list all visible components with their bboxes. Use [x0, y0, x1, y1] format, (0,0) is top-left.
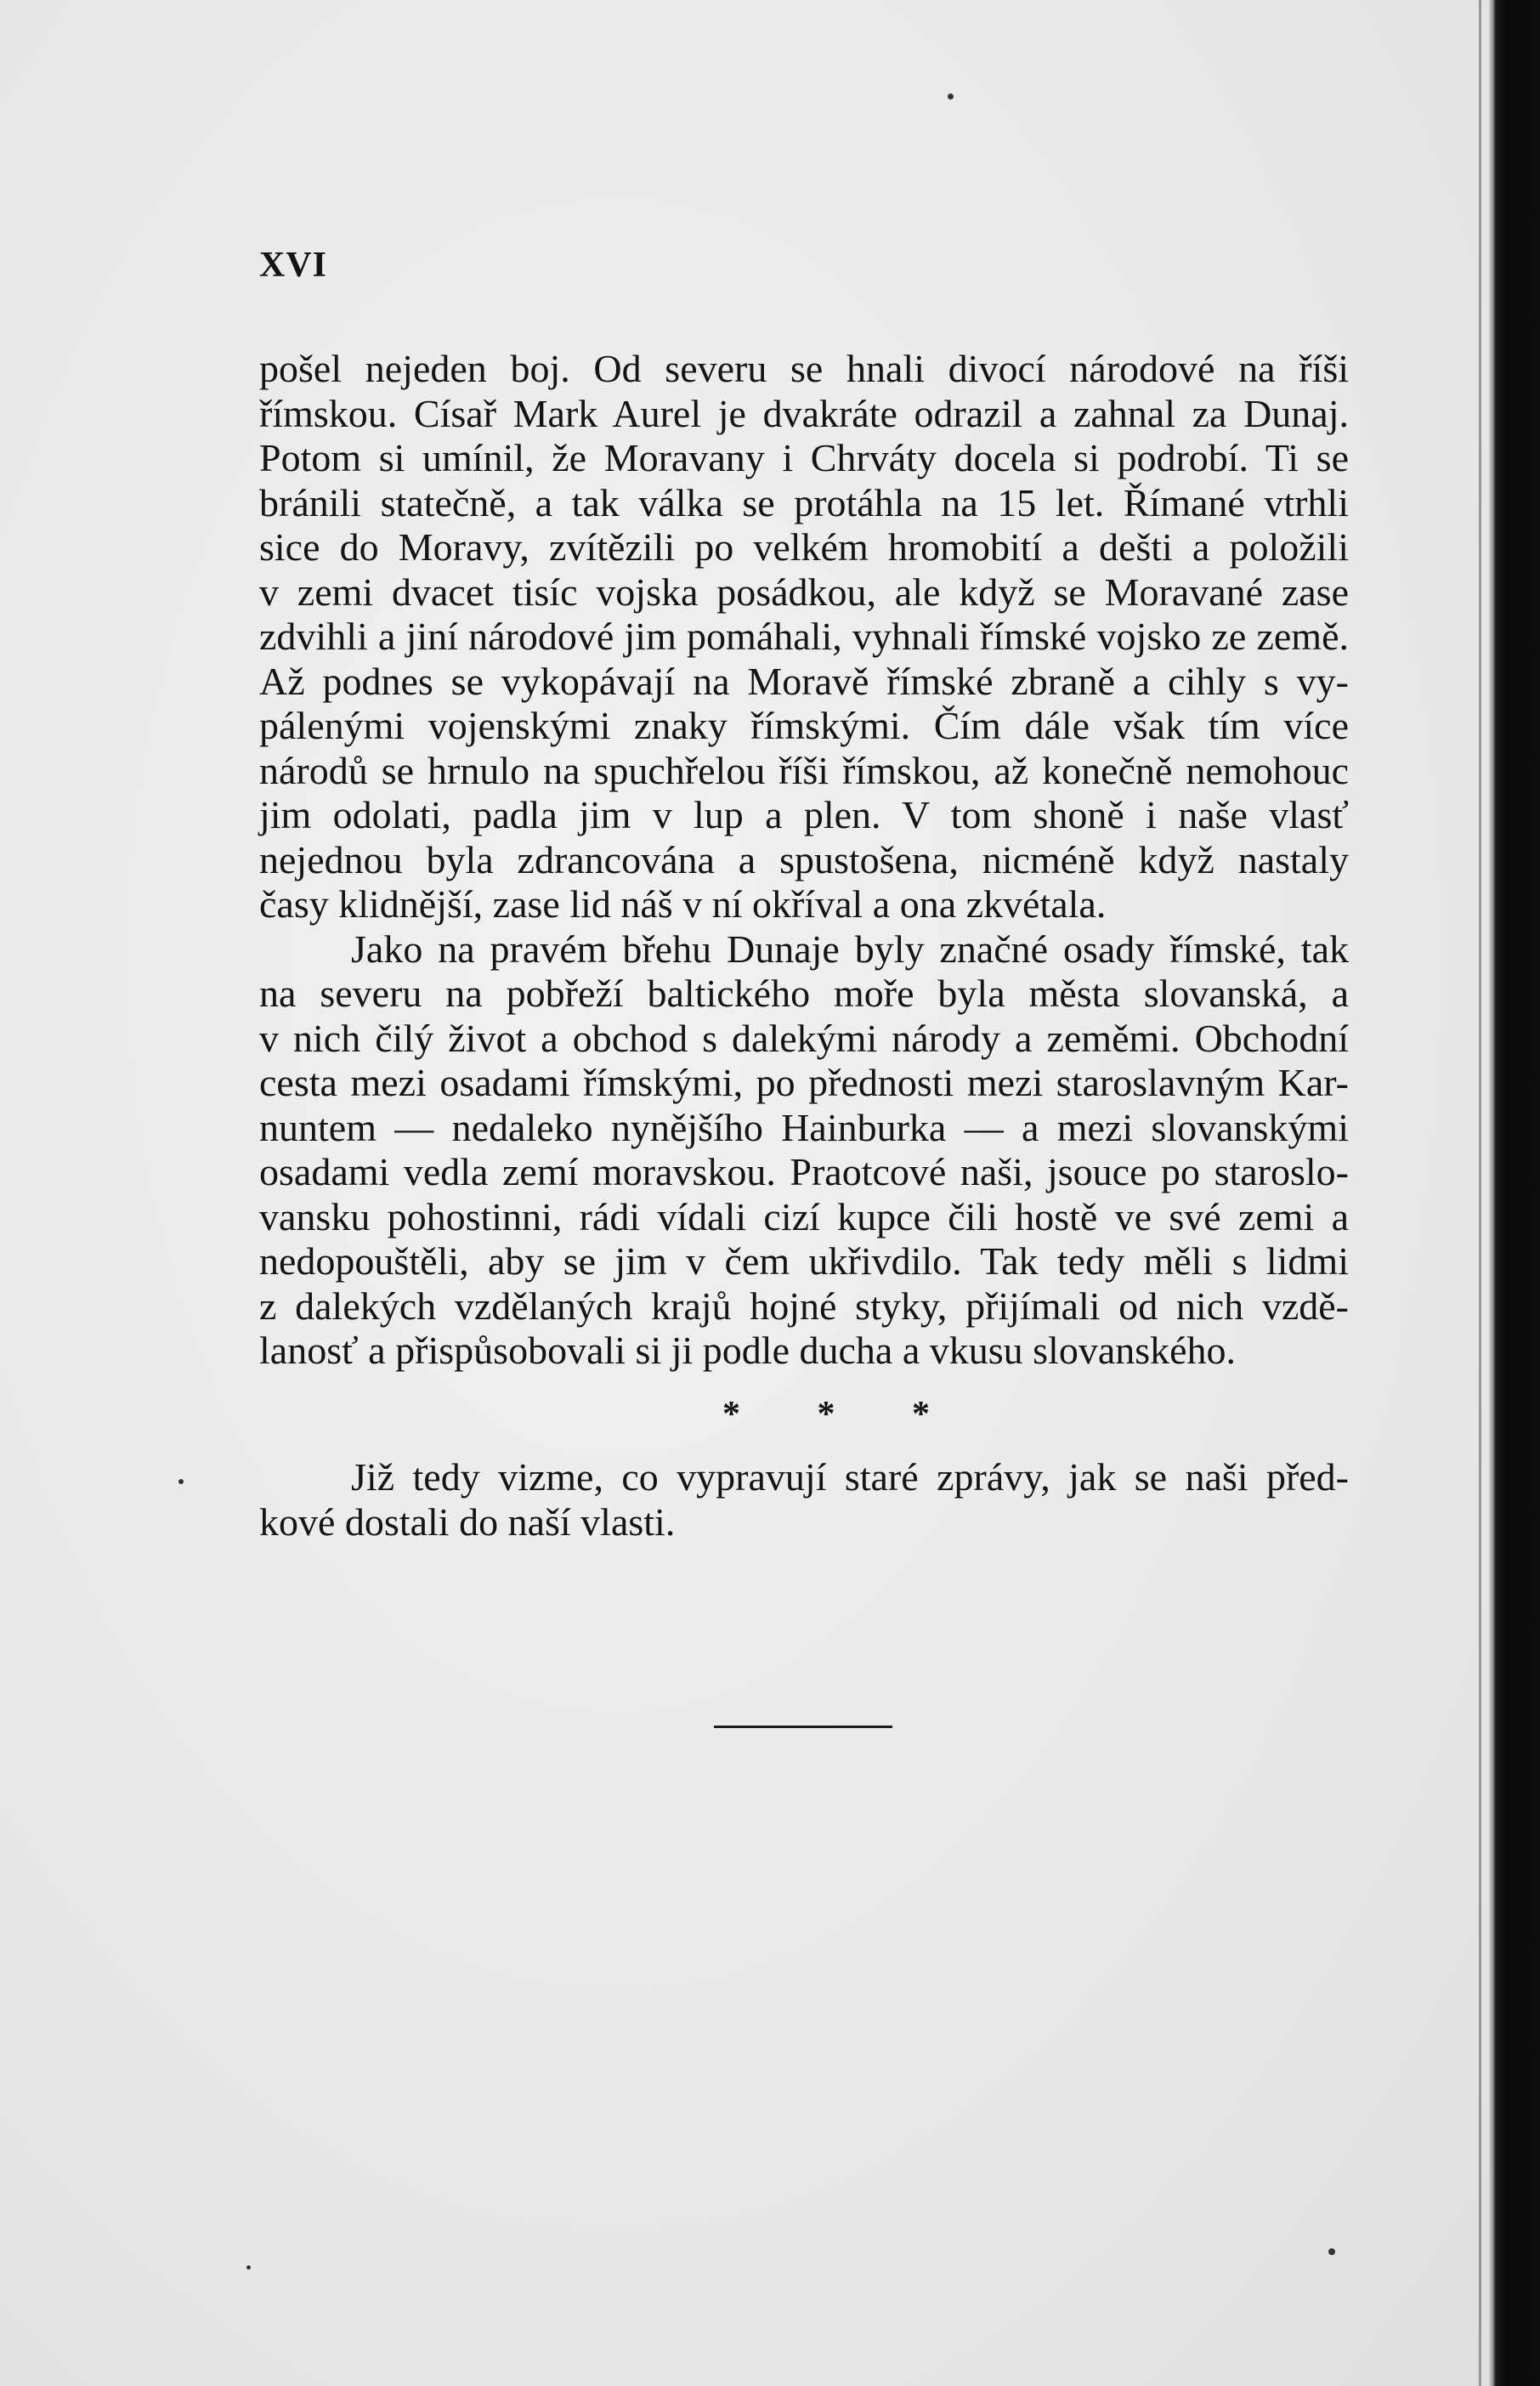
text-line: cesta mezi osadami římskými, po přednosti mezi staroslavným Kar-	[259, 1061, 1349, 1104]
text-line: sice do Moravy, zvítězili po velkém hromobití a dešti a položili	[259, 525, 1349, 569]
text-line: Až podnes se vykopávají na Moravě římské zbraně a cihly s vy-	[259, 659, 1349, 703]
page-number: XVI	[259, 246, 328, 285]
text-line: Již tedy vizme, co vypravují staré zprávy, jak se naši před-	[351, 1455, 1349, 1499]
text-line: lanosť a přispůsobovali si ji podle ducha a vkusu slovanského.	[259, 1329, 1237, 1372]
end-rule	[714, 1726, 892, 1728]
text-line: nuntem — nedaleko nynějšího Hainburka — a mezi slovanskými	[259, 1105, 1349, 1149]
text-line: bránili statečně, a tak válka se protáhla na 15 let. Římané vtrhli	[259, 480, 1349, 524]
text-line: pálenými vojenskými znaky římskými. Čím dále však tím více	[259, 704, 1349, 747]
paper-speck	[948, 94, 954, 99]
text-line: kové dostali do naší vlasti.	[259, 1499, 676, 1544]
paper-speck	[178, 1479, 184, 1484]
text-line: národů se hrnulo na spuchřelou říši římskou, až konečně nemohouc	[259, 748, 1349, 792]
text-line: nedopouštěli, aby se jim v čem ukřivdilo. Tak tedy měli s lidmi	[259, 1239, 1349, 1283]
text-line: zdvihli a jiní národové jim pomáhali, vyhnali římské vojsko ze země.	[259, 615, 1349, 658]
text-line: časy klidnější, zase lid náš v ní okříval a ona zkvétala.	[259, 882, 1107, 926]
text-line: Jako na pravém břehu Dunaje byly značné osady římské, tak	[351, 927, 1349, 971]
text-line: z dalekých vzdělaných krajů hojné styky, přijímali od nich vzdě-	[259, 1284, 1349, 1328]
text-line: nejednou byla zdrancována a spustošena, nicméně když nastaly	[259, 837, 1349, 881]
text-line: římskou. Císař Mark Aurel je dvakráte odrazil a zahnal za Dunaj.	[259, 391, 1349, 435]
paper-speck	[1328, 2248, 1335, 2255]
page-edge-shadow	[1489, 0, 1540, 2386]
section-separator: * * *	[722, 1395, 964, 1434]
text-line: Potom si umínil, že Moravany i Chrváty docela si podrobí. Ti se	[259, 436, 1349, 479]
text-line: jim odolati, padla jim v lup a plen. V tom shoně i naše vlasť	[259, 793, 1349, 836]
text-line: pošel nejeden boj. Od severu se hnali divocí národové na říši	[259, 347, 1349, 390]
text-line: vansku pohostinni, rádi vídali cizí kupce čili hostě ve své zemi a	[259, 1194, 1349, 1238]
main-text	[259, 347, 1349, 1374]
text-line: v nich čilý život a obchod s dalekými národy a zeměmi. Obchodní	[259, 1016, 1349, 1060]
text-line: v zemi dvacet tisíc vojska posádkou, ale když se Moravané zase	[259, 570, 1349, 614]
closing-text	[259, 1455, 1349, 1544]
text-line: na severu na pobřeží baltického moře byla města slovanská, a	[259, 972, 1349, 1015]
text-line: osadami vedla zemí moravskou. Praotcové naši, jsouce po staroslo-	[259, 1150, 1349, 1193]
paper-speck	[246, 2265, 251, 2270]
page-gutter-line	[1479, 0, 1481, 2386]
